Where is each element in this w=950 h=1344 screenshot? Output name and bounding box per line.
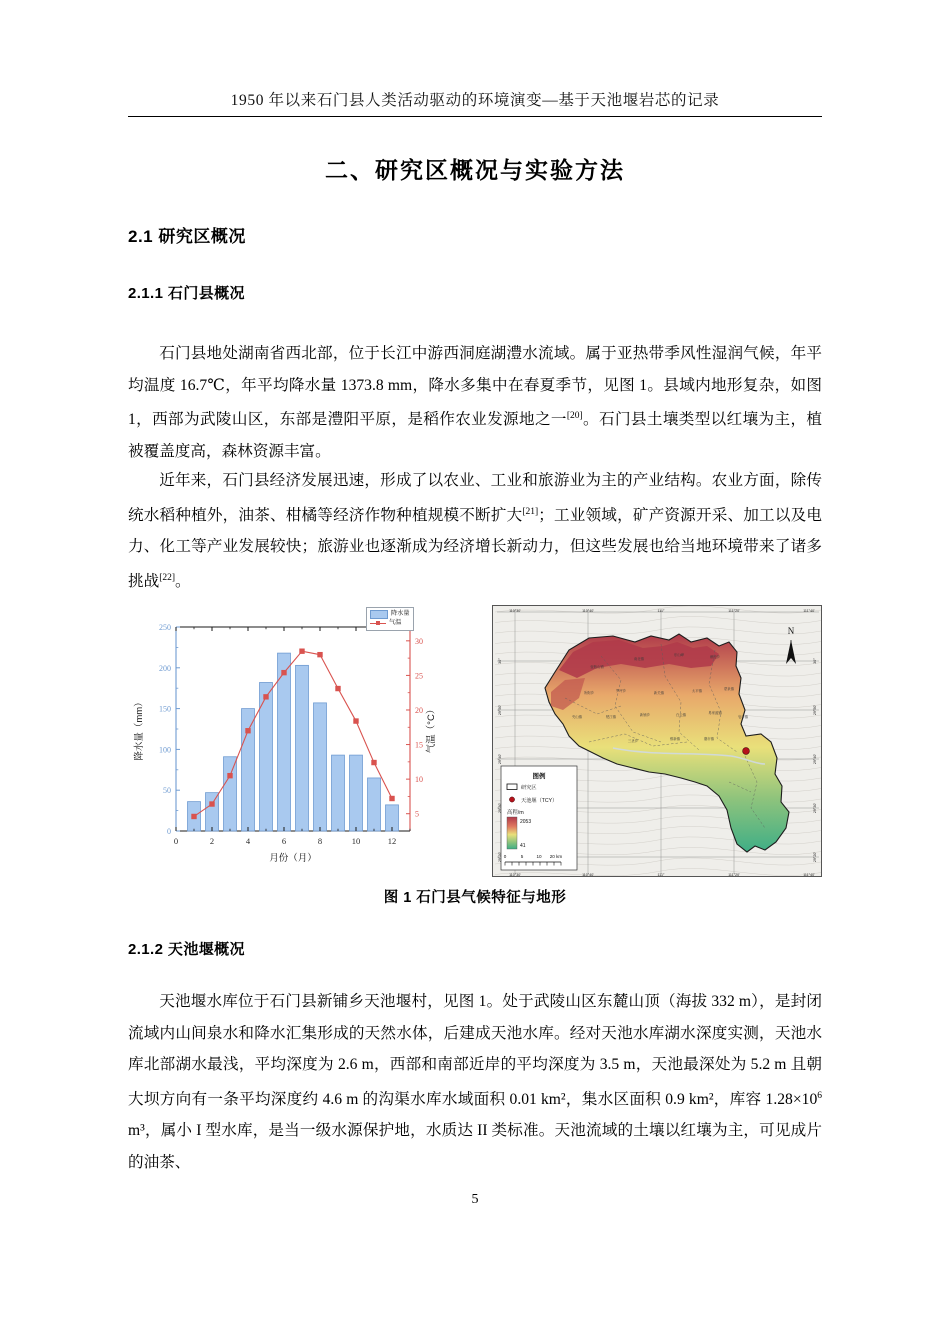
svg-text:白云镇: 白云镇 [675,713,687,717]
svg-text:29°50': 29°50' [813,704,817,716]
svg-text:29°20': 29°20' [813,851,817,863]
svg-text:29°50': 29°50' [498,704,502,716]
svg-text:罗坪乡: 罗坪乡 [615,689,627,693]
svg-text:10: 10 [415,775,423,785]
running-header-text: 1950 年以来石门县人类活动驱动的环境演变—基于天池堰岩芯的记录 [230,92,720,109]
svg-text:10: 10 [351,836,361,846]
svg-text:111°: 111° [657,609,665,613]
svg-text:12: 12 [387,836,397,846]
citation-ref-22: [22] [159,572,176,583]
svg-text:图例: 图例 [532,773,546,780]
svg-text:20: 20 [415,705,423,715]
svg-text:新铺乡: 新铺乡 [639,713,651,717]
svg-text:250: 250 [159,623,171,632]
svg-text:10: 10 [536,854,542,859]
svg-text:月份（月）: 月份（月） [269,853,317,864]
svg-text:0: 0 [503,854,507,859]
svg-text:0: 0 [167,827,171,836]
legend-bar-swatch-icon [370,610,388,619]
chart-canvas [128,605,458,877]
svg-text:雁池乡: 雁池乡 [709,655,721,659]
svg-text:41: 41 [520,843,526,849]
svg-text:高程/m: 高程/m [507,810,524,816]
paragraph-2-text-a: 近年来，石门县经济发展迅速，形成了以农业、工业和旅游业为主的产业结构。农业方面，除传统水稻种植外，油茶、柑橘等经济作物种植规模不断扩大 [128,472,822,524]
svg-text:皂市镇: 皂市镇 [737,715,749,719]
svg-text:壶瓶山镇: 壶瓶山镇 [590,665,604,669]
svg-text:5: 5 [415,809,419,819]
svg-text:东山峰: 东山峰 [673,653,685,657]
svg-text:50: 50 [163,786,171,796]
svg-text:研究区: 研究区 [521,785,537,791]
svg-text:29°30': 29°30' [498,802,502,814]
svg-text:天池堰（TCY）: 天池堰（TCY） [521,798,558,804]
svg-text:2053: 2053 [520,819,532,825]
running-header [0,88,950,110]
svg-text:110°30': 110°30' [509,609,521,613]
svg-text:29°30': 29°30' [813,802,817,814]
svg-text:夹山镇: 夹山镇 [571,715,583,719]
svg-text:所街乡: 所街乡 [583,691,595,695]
svg-text:蒙泉镇: 蒙泉镇 [723,687,735,691]
heading-2-1-2: 2.1.2 天池堰概况 [128,941,245,958]
svg-text:111°40': 111°40' [803,609,815,613]
chapter-title: 二、研究区概况与实验方法 [325,157,625,183]
svg-text:三圣乡: 三圣乡 [627,739,639,743]
legend-label-temperature: 气温 [389,619,402,626]
svg-text:新关镇: 新关镇 [653,691,665,695]
svg-text:易家渡镇: 易家渡镇 [708,711,722,715]
legend-label-precipitation: 降水量 [391,610,410,618]
svg-text:150: 150 [159,704,171,714]
svg-text:15: 15 [415,740,423,750]
svg-text:降水量（mm）: 降水量（mm） [134,697,145,761]
svg-text:2: 2 [209,836,215,846]
svg-text:N: N [787,626,795,636]
svg-text:110°40': 110°40' [582,609,594,613]
svg-text:111°40': 111°40' [803,873,815,877]
svg-text:111°: 111° [657,873,665,877]
svg-text:110°30': 110°30' [509,873,521,877]
svg-text:111°20': 111°20' [728,609,740,613]
exponent-6: 6 [817,1090,822,1101]
svg-text:30: 30 [415,636,423,646]
legend-entry-precipitation [370,610,410,619]
svg-text:29°40': 29°40' [498,753,502,765]
climate-chart [128,605,458,877]
paragraph-3-text-a: 天池堰水库位于石门县新铺乡天池堰村，见图 1。处于武陵山区东麓山顶（海拔 332 m），是封闭流域内山间泉水和降水汇集形成的天然水体，后建成天池水库。经对天池水库湖水深度实测，天池水库北部湖水最浅，平均深度为 2.6 m，西部和南部近岸的平均深度为 3.5 m，天池最深处为 5.2 m 且朝大坝方向有一条平均深度约 4.6 m 的沟渠水库水域面积 0.01 km²，集水区面积 0.9 km²，库容 1.28×10 [128,993,822,1108]
figure-1 [128,605,822,877]
svg-text:维新镇: 维新镇 [669,737,681,741]
citation-ref-21: [21] [522,506,539,517]
svg-text:20 km: 20 km [549,854,563,859]
svg-text:太平镇: 太平镇 [691,689,703,693]
page-number: 5 [471,1192,479,1207]
svg-text:30°: 30° [813,658,817,664]
svg-text:30°: 30° [498,658,502,664]
svg-text:磨市镇: 磨市镇 [703,737,715,741]
svg-text:111°20': 111°20' [728,873,740,877]
heading-2-1-1: 2.1.1 石门县概况 [128,285,245,302]
svg-text:4: 4 [245,836,251,846]
svg-text:5: 5 [520,854,524,859]
heading-2-1: 2.1 研究区概况 [128,227,246,246]
topography-map [492,605,822,877]
legend-entry-temperature [370,619,410,628]
paragraph-1-text-b: 。石门县土壤类型以红壤为主，植被覆盖度高，森林资源丰富。 [128,411,822,460]
svg-text:0: 0 [173,836,179,846]
figure-1-caption: 图 1 石门县气候特征与地形 [383,890,567,906]
svg-text:200: 200 [159,663,171,673]
paragraph-1-text-a: 石门县地处湖南省西北部，位于长江中游西洞庭湖澧水流域。属于亚热带季风性湿润气候，年平均温度 16.7℃，年平均降水量 1373.8 mm，降水多集中在春夏季节，见图 1。县域内地形复杂，如图 1，西部为武陵山区，东部是澧阳平原，是稻作农业发源地之一 [128,345,822,429]
svg-text:楚江镇: 楚江镇 [605,715,617,719]
svg-text:29°40': 29°40' [813,753,817,765]
svg-text:6: 6 [281,836,287,846]
map-canvas [493,606,822,877]
chart-legend [366,607,414,631]
paragraph-shimen-overview [128,338,822,467]
svg-text:8: 8 [317,836,323,846]
svg-text:100: 100 [159,745,171,755]
paragraph-2-text-c: 。 [175,572,191,590]
header-divider-rule [128,116,822,117]
paragraph-2-text-b: ；工业领域，矿产资源开采、加工以及电力、化工等产业发展较快；旅游业也逐渐成为经济增长新动力，但这些发展也给当地环境带来了诸多挑战 [128,506,822,590]
svg-text:25: 25 [415,671,423,681]
svg-text:110°40': 110°40' [582,873,594,877]
legend-line-swatch-icon [370,620,386,627]
svg-text:29°20': 29°20' [498,851,502,863]
svg-text:南北镇: 南北镇 [633,657,645,661]
svg-text:气温（°C）: 气温（°C） [426,704,437,754]
citation-ref-20: [20] [566,411,583,421]
paragraph-economy [128,465,822,597]
paragraph-tianchiyan [128,986,822,1178]
paragraph-3-text-b: m³，属小 I 型水库，是当一级水源保护地，水质达 II 类标准。天池流域的土壤以红壤为主，可见成片的油茶、 [128,1122,822,1171]
